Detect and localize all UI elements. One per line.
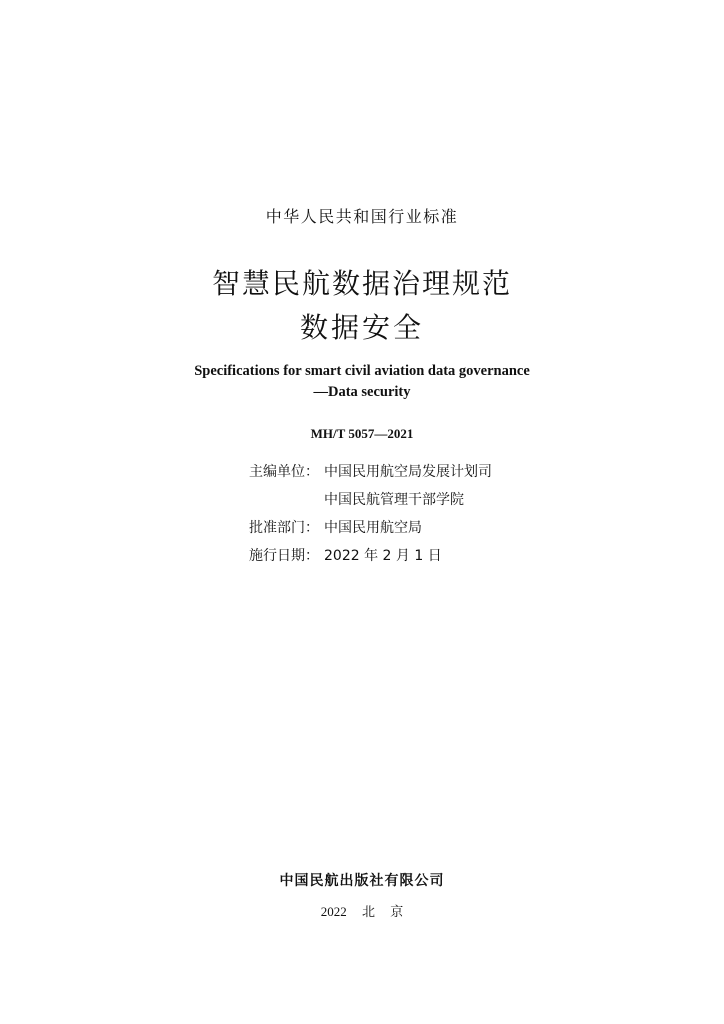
english-title: Specifications for smart civil aviation data governance (194, 363, 530, 379)
approver-label: 批准部门： (249, 520, 319, 536)
approver-value: 中国民用航空局 (324, 520, 422, 536)
publication-place-year: 2022 北 京 (320, 904, 404, 919)
editor-row (249, 458, 629, 486)
editor-row-continued (249, 486, 629, 514)
standard-title: 智慧民航数据治理规范 (211, 267, 512, 300)
effective-date-row (249, 542, 629, 570)
publisher-name: 中国民航出版社有限公司 (279, 873, 445, 889)
effective-date-value: 2022 年 2 月 1 日 (324, 548, 442, 564)
standard-code: MH/T 5057—2021 (310, 426, 414, 441)
english-subtitle: —Data security (313, 384, 411, 400)
issuer-heading: 中华人民共和国行业标准 (265, 207, 459, 226)
standard-subtitle: 数据安全 (299, 311, 424, 344)
effective-date-label: 施行日期： (249, 548, 319, 564)
editor-value: 中国民用航空局发展计划司 (324, 464, 492, 480)
editor-label: 主编单位： (249, 464, 319, 480)
editor-value: 中国民航管理干部学院 (324, 492, 464, 508)
publication-info (249, 458, 629, 570)
approver-row (249, 514, 629, 542)
